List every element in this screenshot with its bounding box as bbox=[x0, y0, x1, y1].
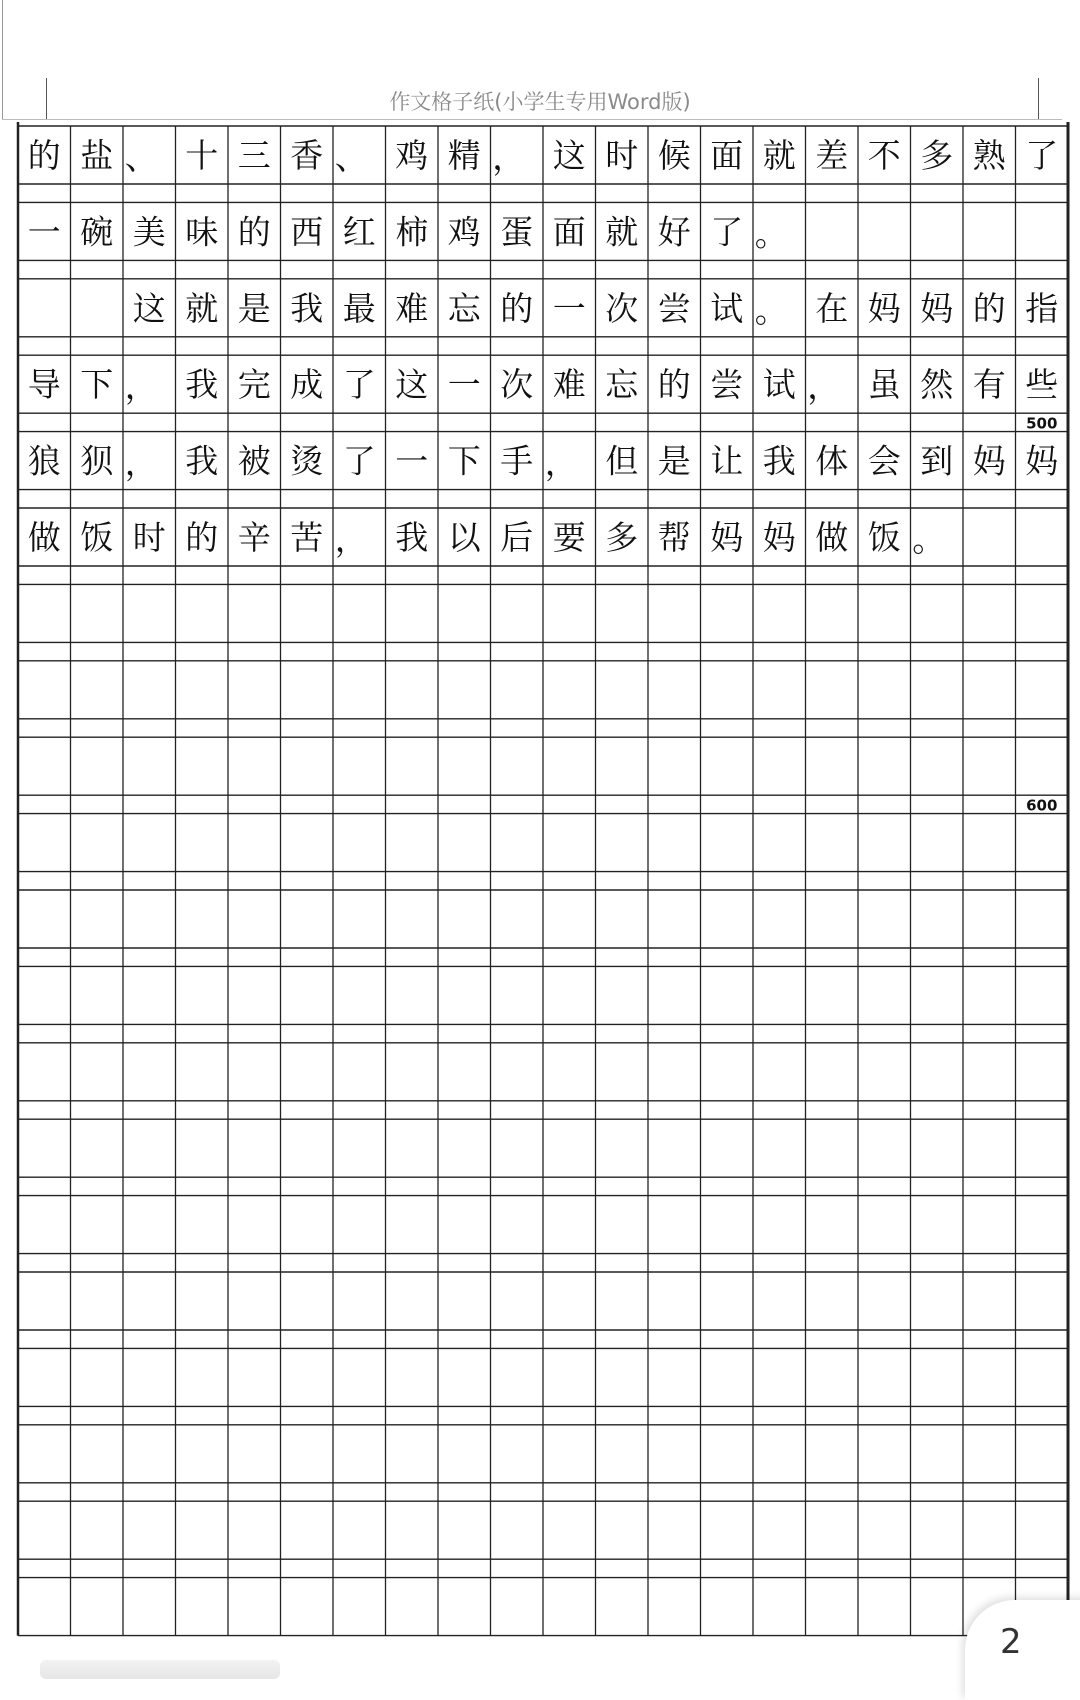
grid-character: 次 bbox=[500, 365, 534, 405]
grid-character: 这 bbox=[132, 288, 166, 328]
grid-character: 一 bbox=[395, 441, 429, 481]
grid-character: 我 bbox=[395, 518, 429, 557]
grid-character: 试 bbox=[762, 365, 796, 405]
grid-character: 我 bbox=[762, 441, 796, 481]
grid-character: 、 bbox=[334, 138, 368, 177]
page-bottom-shadow bbox=[40, 1660, 280, 1679]
grid-character: 了 bbox=[342, 441, 376, 481]
grid-character: 体 bbox=[815, 441, 849, 481]
grid-character: 就 bbox=[762, 136, 796, 175]
grid-character: 美 bbox=[132, 212, 166, 252]
grid-character: 碗 bbox=[80, 212, 114, 252]
grid-character: 成 bbox=[290, 365, 324, 405]
grid-character: 下 bbox=[80, 365, 114, 405]
grid-character: 我 bbox=[185, 365, 219, 405]
grid-character: 饭 bbox=[80, 518, 114, 557]
grid-character: 妈 bbox=[762, 518, 796, 557]
grid-character: 是 bbox=[657, 441, 691, 481]
grid-character: 妈 bbox=[920, 288, 954, 328]
grid-character: 熟 bbox=[972, 136, 1006, 175]
grid-character: 的 bbox=[500, 288, 534, 328]
grid-character: 三 bbox=[237, 136, 271, 175]
grid-character: 就 bbox=[185, 288, 219, 328]
grid-character: 的 bbox=[185, 518, 219, 557]
grid-character: ， bbox=[807, 367, 841, 407]
grid-character: 。 bbox=[912, 520, 946, 559]
grid-character: 完 bbox=[237, 365, 271, 405]
grid-character: 狼 bbox=[27, 441, 61, 481]
grid-character: 些 bbox=[1025, 365, 1059, 405]
grid-character: 指 bbox=[1025, 288, 1059, 328]
grid-character: 烫 bbox=[290, 441, 324, 481]
grid-character: 妈 bbox=[710, 518, 744, 557]
grid-character: 但 bbox=[605, 441, 639, 481]
grid-character: 一 bbox=[552, 288, 586, 328]
grid-character: ， bbox=[124, 443, 158, 483]
grid-character: 导 bbox=[27, 365, 61, 405]
grid-character: 饭 bbox=[867, 518, 901, 557]
grid-character: 后 bbox=[500, 518, 534, 557]
grid-character: 被 bbox=[237, 441, 271, 481]
grid-character: 。 bbox=[754, 214, 788, 254]
word-count-marker: 500 bbox=[1026, 414, 1058, 433]
grid-character: 做 bbox=[27, 518, 61, 557]
grid-character: 苦 bbox=[290, 518, 324, 557]
grid-character: 这 bbox=[395, 365, 429, 405]
page-header-title: 作文格子纸(小学生专用Word版) bbox=[389, 90, 691, 114]
grid-character: 试 bbox=[710, 288, 744, 328]
grid-character: 的 bbox=[27, 136, 61, 175]
grid-character: 鸡 bbox=[395, 136, 429, 175]
grid-character: 尝 bbox=[710, 365, 744, 405]
grid-character: 面 bbox=[710, 136, 744, 175]
grid-character: 妈 bbox=[1025, 441, 1059, 481]
grid-character: 次 bbox=[605, 288, 639, 328]
grid-character: 鸡 bbox=[447, 212, 481, 252]
grid-character: 是 bbox=[237, 288, 271, 328]
grid-character: 味 bbox=[185, 212, 219, 252]
grid-character: ， bbox=[544, 443, 578, 483]
page-number: 2 bbox=[1000, 1622, 1022, 1662]
grid-character: 让 bbox=[710, 441, 744, 481]
grid-character: 就 bbox=[605, 212, 639, 252]
grid-character: 尝 bbox=[657, 288, 691, 328]
grid-character: 面 bbox=[552, 212, 586, 252]
grid-character: 狈 bbox=[80, 441, 114, 481]
page-number-tab bbox=[965, 1600, 1080, 1700]
grid-character: 的 bbox=[237, 212, 271, 252]
grid-character: 帮 bbox=[657, 518, 691, 557]
grid-character: 难 bbox=[395, 288, 429, 328]
grid-character: ， bbox=[124, 367, 158, 407]
grid-character: 柿 bbox=[395, 212, 429, 252]
grid-character: 多 bbox=[920, 136, 954, 175]
grid-character: 候 bbox=[657, 136, 691, 175]
grid-character: 下 bbox=[447, 441, 481, 481]
grid-character: 忘 bbox=[447, 288, 481, 328]
grid-character: 虽 bbox=[867, 365, 901, 405]
grid-character: 十 bbox=[185, 136, 219, 175]
grid-character: 这 bbox=[552, 136, 586, 175]
grid-character: 差 bbox=[815, 136, 849, 175]
grid-character: 蛋 bbox=[500, 212, 534, 252]
grid-character: 然 bbox=[920, 365, 954, 405]
grid-character: 。 bbox=[754, 290, 788, 330]
grid-character: 会 bbox=[867, 441, 901, 481]
grid-character: 西 bbox=[290, 212, 324, 252]
grid-character: 时 bbox=[132, 518, 166, 557]
grid-character: 有 bbox=[972, 365, 1006, 405]
grid-character: 的 bbox=[657, 365, 691, 405]
grid-character: 我 bbox=[185, 441, 219, 481]
grid-character: 一 bbox=[447, 365, 481, 405]
grid-character: 做 bbox=[815, 518, 849, 557]
grid-character: 到 bbox=[920, 441, 954, 481]
grid-character: 、 bbox=[124, 138, 158, 177]
grid-character: 红 bbox=[342, 212, 376, 252]
grid-character: 精 bbox=[447, 136, 481, 175]
grid-character: 不 bbox=[867, 136, 901, 175]
grid-character: 盐 bbox=[80, 136, 114, 175]
grid-character: 要 bbox=[552, 518, 586, 557]
grid-character: 香 bbox=[290, 136, 324, 175]
grid-character: 我 bbox=[290, 288, 324, 328]
grid-character: 多 bbox=[605, 518, 639, 557]
grid-character: 妈 bbox=[972, 441, 1006, 481]
grid-character: 了 bbox=[710, 212, 744, 252]
grid-character: 忘 bbox=[605, 365, 639, 405]
word-count-marker: 600 bbox=[1026, 796, 1058, 815]
grid-character: 好 bbox=[657, 212, 691, 252]
grid-character: 的 bbox=[972, 288, 1006, 328]
grid-character: 了 bbox=[342, 365, 376, 405]
grid-character: 了 bbox=[1025, 136, 1059, 175]
grid-character: 辛 bbox=[237, 518, 271, 557]
grid-character: 最 bbox=[342, 288, 376, 328]
grid-character: 难 bbox=[552, 365, 586, 405]
grid-character: 时 bbox=[605, 136, 639, 175]
grid-character: 在 bbox=[815, 288, 849, 328]
grid-character: ， bbox=[334, 520, 368, 559]
grid-character: 以 bbox=[447, 518, 481, 557]
grid-character: 妈 bbox=[867, 288, 901, 328]
grid-character: 手 bbox=[500, 441, 534, 481]
grid-character: ， bbox=[492, 138, 526, 177]
grid-character: 一 bbox=[27, 212, 61, 252]
